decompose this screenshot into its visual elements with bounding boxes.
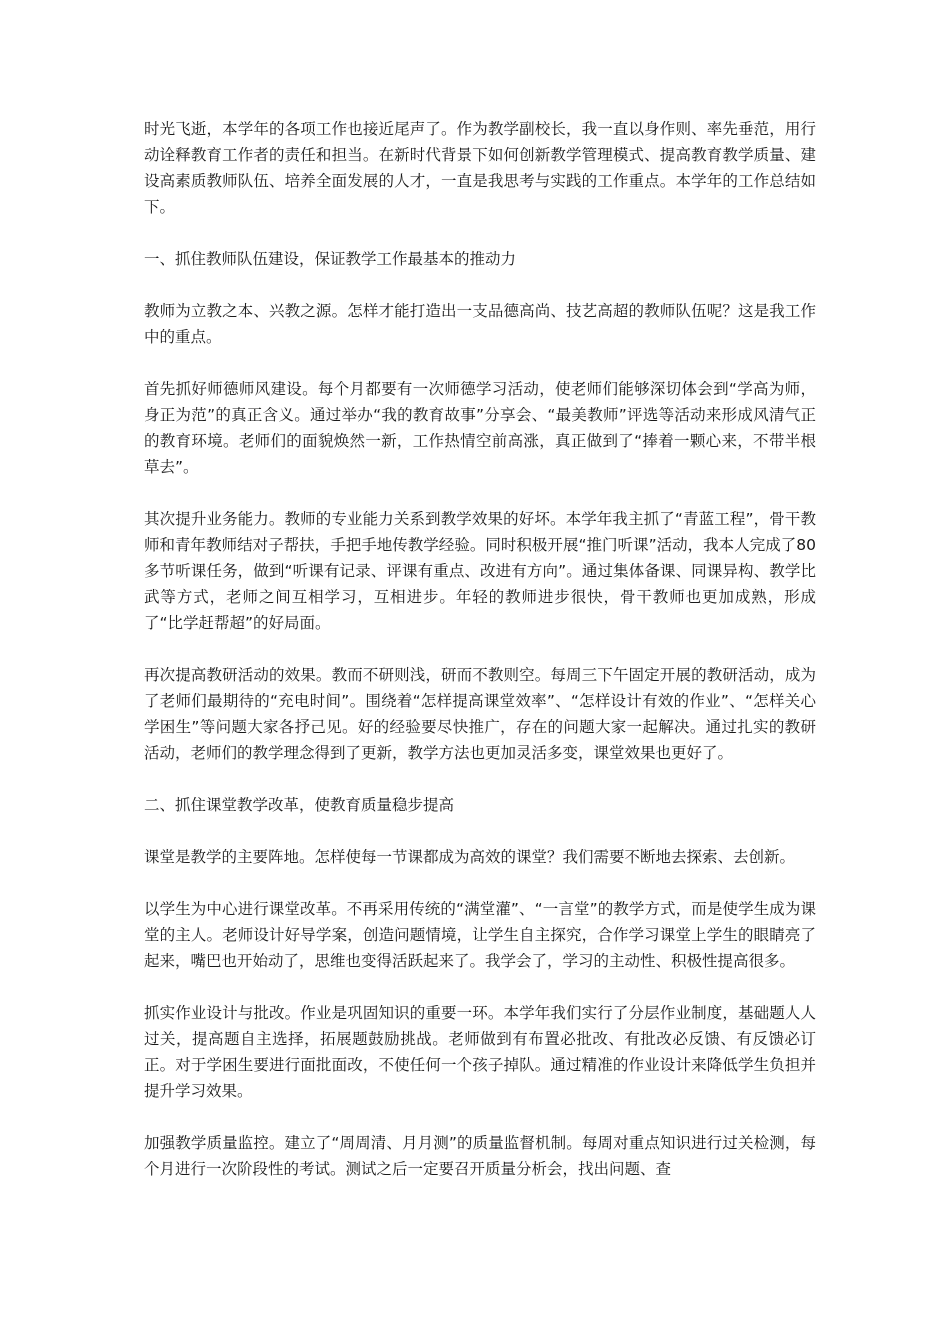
intro-paragraph: 时光飞逝，本学年的各项工作也接近尾声了。作为教学副校长，我一直以身作则、率先垂范，用行动诠释教育工作者的责任和担当。在新时代背景下如何创新教学管理模式、提高教育教学质量、建设高素质教师队伍、培养全面发展的人才，一直是我思考与实践的工作重点。本学年的工作总结如下。 <box>144 120 816 216</box>
paragraph: 课堂是教学的主要阵地。怎样使每一节课都成为高效的课堂？我们需要不断地去探索、去创新。 <box>144 848 796 866</box>
paragraph: 再次提高教研活动的效果。教而不研则浅，研而不教则空。每周三下午固定开展的教研活动，成为了老师们最期待的“充电时间”。围绕着“怎样提高课堂效率”、“怎样设计有效的作业”、“怎样关心学困生”等问题大家各抒己见。好的经验要尽快推广，存在的问题大家一起解决。通过扎实的教研活动，老师们的教学理念得到了更新，教学方法也更加灵活多变，课堂效果也更好了。 <box>144 666 816 762</box>
paragraph: 抓实作业设计与批改。作业是巩固知识的重要一环。本学年我们实行了分层作业制度，基础题人人过关，提高题自主选择，拓展题鼓励挑战。老师做到有布置必批改、有批改必反馈、有反馈必订正。对于学困生要进行面批面改，不使任何一个孩子掉队。通过精准的作业设计来降低学生负担并提升学习效果。 <box>144 1004 816 1100</box>
paragraph: 以学生为中心进行课堂改革。不再采用传统的“满堂灌”、“一言堂”的教学方式，而是使学生成为课堂的主人。老师设计好导学案，创造问题情境，让学生自主探究，合作学习课堂上学生的眼睛亮了起来，嘴巴也开始动了，思维也变得活跃起来了。我学会了，学习的主动性、积极性提高很多。 <box>144 900 816 970</box>
paragraph: 加强教学质量监控。建立了“周周清、月月测”的质量监督机制。每周对重点知识进行过关检测，每个月进行一次阶段性的考试。测试之后一定要召开质量分析会，找出问题、查 <box>144 1134 816 1178</box>
paragraph: 教师为立教之本、兴教之源。怎样才能打造出一支品德高尚、技艺高超的教师队伍呢？这是我工作中的重点。 <box>144 302 816 346</box>
paragraph: 其次提升业务能力。教师的专业能力关系到教学效果的好坏。本学年我主抓了“青蓝工程”，骨干教师和青年教师结对子帮扶，手把手地传教学经验。同时积极开展“推门听课”活动，我本人完成了80多节听课任务，做到“听课有记录、评课有重点、改进有方向”。通过集体备课、同课异构、教学比武等方式，老师之间互相学习，互相进步。年轻的教师进步很快，骨干教师也更加成熟，形成了“比学赶帮超”的好局面。 <box>144 510 816 632</box>
paragraph: 首先抓好师德师风建设。每个月都要有一次师德学习活动，使老师们能够深切体会到“学高为师，身正为范”的真正含义。通过举办“我的教育故事”分享会、“最美教师”评选等活动来形成风清气正的教育环境。老师们的面貌焕然一新，工作热情空前高涨，真正做到了“捧着一颗心来，不带半根草去”。 <box>144 380 816 476</box>
section-heading-2: 二、抓住课堂教学改革，使教育质量稳步提高 <box>144 796 455 814</box>
section-heading-1: 一、抓住教师队伍建设，保证教学工作最基本的推动力 <box>144 250 517 268</box>
